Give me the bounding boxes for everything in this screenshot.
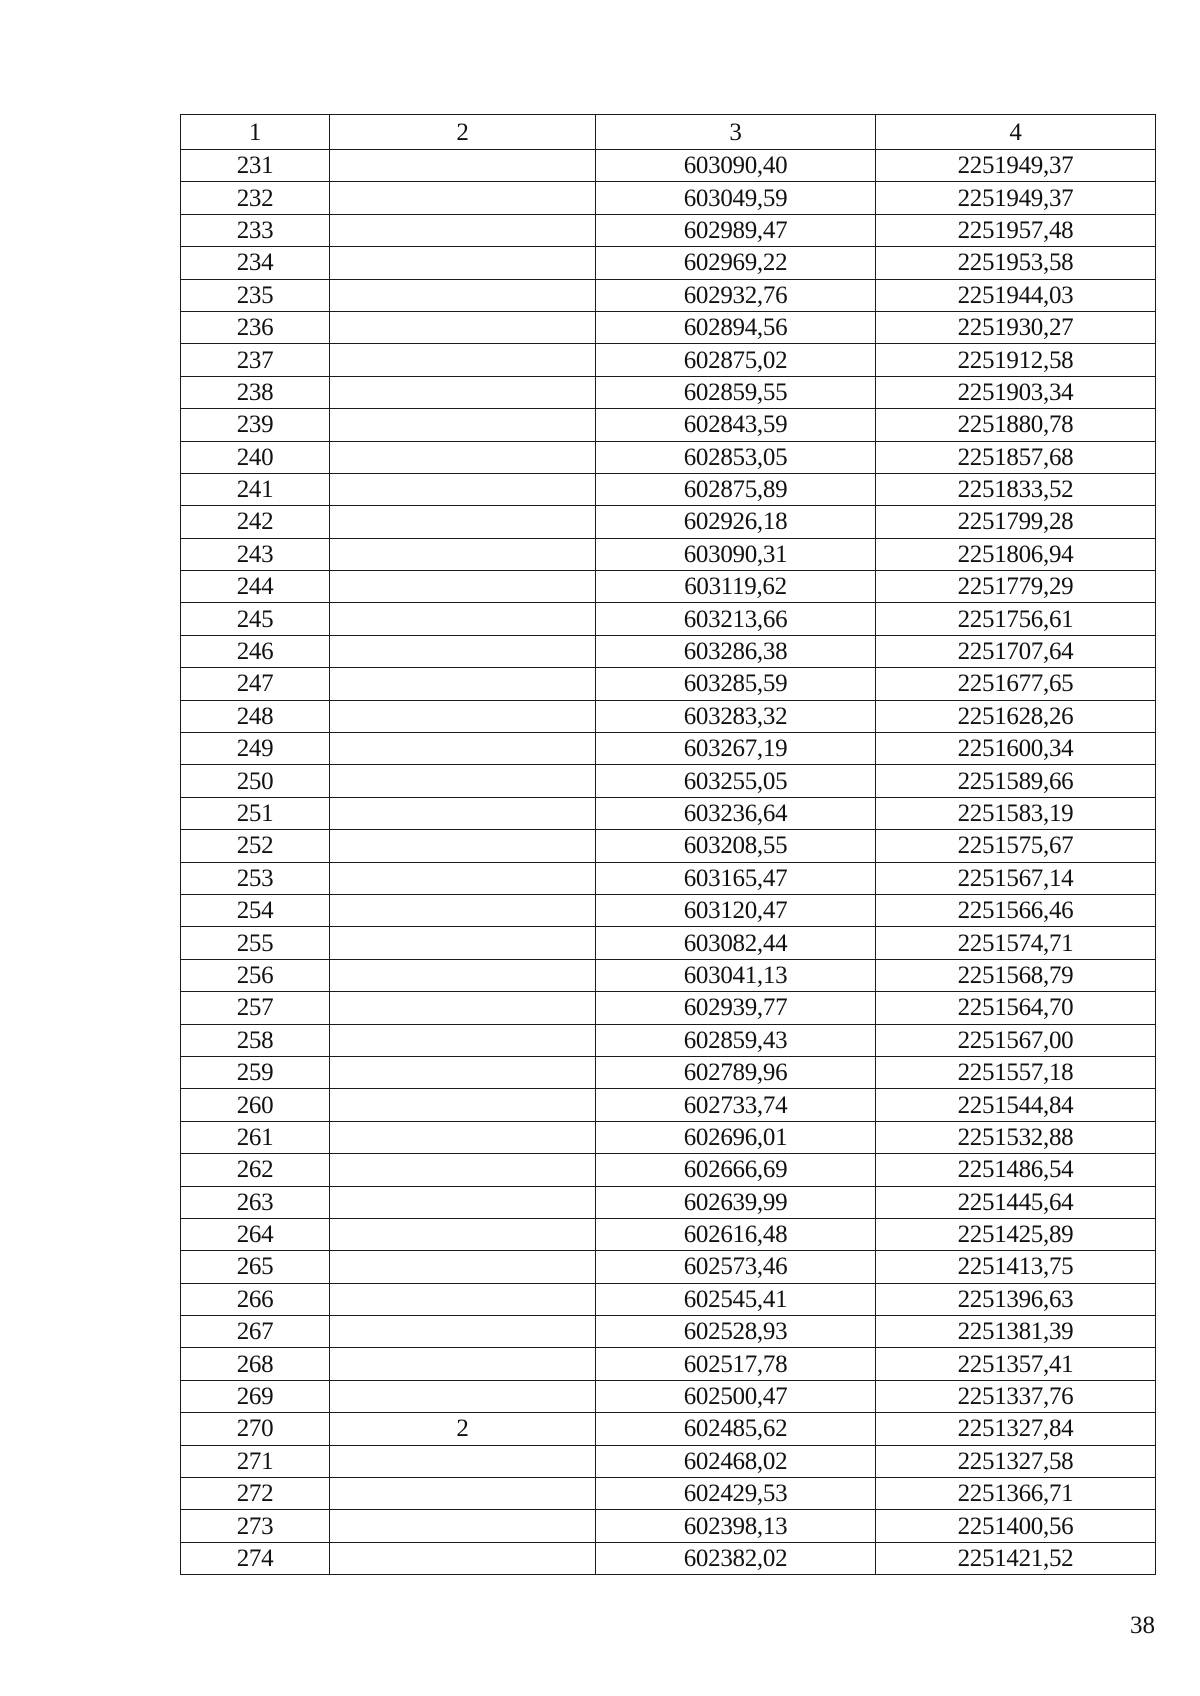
table-row — [181, 247, 1156, 279]
table-cell: 274 — [181, 1542, 330, 1574]
table-cell — [330, 1218, 596, 1250]
column-header: 4 — [876, 115, 1156, 150]
table-cell: 603285,59 — [596, 668, 876, 700]
table-cell — [330, 765, 596, 797]
table-cell: 2251575,67 — [876, 830, 1156, 862]
table-cell: 2251912,58 — [876, 344, 1156, 376]
table-cell: 247 — [181, 668, 330, 700]
table-cell: 602468,02 — [596, 1445, 876, 1477]
table-cell — [330, 1542, 596, 1574]
table-cell: 2251557,18 — [876, 1056, 1156, 1088]
table-cell — [330, 247, 596, 279]
table-cell — [330, 1478, 596, 1510]
table-row — [181, 1510, 1156, 1542]
table-cell: 2251445,64 — [876, 1186, 1156, 1218]
table-cell: 603283,32 — [596, 700, 876, 732]
table-cell: 2251628,26 — [876, 700, 1156, 732]
table-cell: 2251568,79 — [876, 959, 1156, 991]
table-row — [181, 279, 1156, 311]
table-cell — [330, 1056, 596, 1088]
table-row — [181, 1542, 1156, 1574]
table-cell: 2251567,00 — [876, 1024, 1156, 1056]
table-cell: 2251600,34 — [876, 733, 1156, 765]
table-cell: 243 — [181, 538, 330, 570]
table-cell — [330, 214, 596, 246]
table-cell: 2251944,03 — [876, 279, 1156, 311]
table-cell — [330, 1121, 596, 1153]
table-cell: 2251327,84 — [876, 1413, 1156, 1445]
column-header: 3 — [596, 115, 876, 150]
table-cell — [330, 1348, 596, 1380]
table-row — [181, 797, 1156, 829]
table-cell: 603286,38 — [596, 635, 876, 667]
table-cell — [330, 311, 596, 343]
table-row — [181, 830, 1156, 862]
table-cell — [330, 927, 596, 959]
table-cell — [330, 150, 596, 182]
table-cell — [330, 376, 596, 408]
table-row — [181, 150, 1156, 182]
page-number: 38 — [1130, 1612, 1155, 1639]
table-row — [181, 635, 1156, 667]
table-cell: 236 — [181, 311, 330, 343]
table-cell: 603090,31 — [596, 538, 876, 570]
table-cell: 602517,78 — [596, 1348, 876, 1380]
table-cell: 602875,02 — [596, 344, 876, 376]
table-cell: 2251413,75 — [876, 1251, 1156, 1283]
table-cell — [330, 797, 596, 829]
table-cell — [330, 441, 596, 473]
table-row — [181, 1251, 1156, 1283]
table-cell: 2 — [330, 1413, 596, 1445]
table-cell: 2251930,27 — [876, 311, 1156, 343]
table-cell: 264 — [181, 1218, 330, 1250]
table-cell: 603120,47 — [596, 894, 876, 926]
table-cell: 259 — [181, 1056, 330, 1088]
table-cell: 2251357,41 — [876, 1348, 1156, 1380]
table-cell: 245 — [181, 603, 330, 635]
table-cell — [330, 473, 596, 505]
table-row — [181, 1024, 1156, 1056]
table-cell — [330, 344, 596, 376]
table-cell: 602528,93 — [596, 1316, 876, 1348]
table-cell: 254 — [181, 894, 330, 926]
table-cell — [330, 538, 596, 570]
table-row — [181, 409, 1156, 441]
table-cell: 2251574,71 — [876, 927, 1156, 959]
table-cell: 2251949,37 — [876, 182, 1156, 214]
table-cell: 257 — [181, 992, 330, 1024]
table-cell: 2251756,61 — [876, 603, 1156, 635]
table-row — [181, 506, 1156, 538]
table-cell: 263 — [181, 1186, 330, 1218]
table-cell: 602616,48 — [596, 1218, 876, 1250]
table-cell: 2251953,58 — [876, 247, 1156, 279]
table-row — [181, 376, 1156, 408]
table-cell: 603082,44 — [596, 927, 876, 959]
table-cell — [330, 668, 596, 700]
table-row — [181, 1218, 1156, 1250]
table-row — [181, 894, 1156, 926]
table-row — [181, 992, 1156, 1024]
table-cell: 2251806,94 — [876, 538, 1156, 570]
table-cell: 602696,01 — [596, 1121, 876, 1153]
table-cell: 2251707,64 — [876, 635, 1156, 667]
table-cell — [330, 992, 596, 1024]
table-cell: 602398,13 — [596, 1510, 876, 1542]
table-cell: 232 — [181, 182, 330, 214]
table-cell — [330, 830, 596, 862]
table-cell: 2251381,39 — [876, 1316, 1156, 1348]
table-cell: 602926,18 — [596, 506, 876, 538]
table-row — [181, 311, 1156, 343]
table-cell: 602875,89 — [596, 473, 876, 505]
table-cell: 252 — [181, 830, 330, 862]
table-cell: 231 — [181, 150, 330, 182]
table-cell — [330, 1089, 596, 1121]
table-cell: 602382,02 — [596, 1542, 876, 1574]
table-cell — [330, 1283, 596, 1315]
table-row — [181, 927, 1156, 959]
table-cell: 602545,41 — [596, 1283, 876, 1315]
table-cell: 2251564,70 — [876, 992, 1156, 1024]
table-cell: 260 — [181, 1089, 330, 1121]
table-row — [181, 765, 1156, 797]
table-cell: 2251337,76 — [876, 1380, 1156, 1412]
table-row — [181, 344, 1156, 376]
table-cell: 602894,56 — [596, 311, 876, 343]
table-cell — [330, 959, 596, 991]
table-cell: 249 — [181, 733, 330, 765]
table-cell: 244 — [181, 571, 330, 603]
table-cell: 2251677,65 — [876, 668, 1156, 700]
table-cell: 253 — [181, 862, 330, 894]
table-cell: 603208,55 — [596, 830, 876, 862]
table-cell: 256 — [181, 959, 330, 991]
table-cell: 2251396,63 — [876, 1283, 1156, 1315]
table-cell: 602573,46 — [596, 1251, 876, 1283]
table-row — [181, 862, 1156, 894]
table-cell: 269 — [181, 1380, 330, 1412]
table-row — [181, 1056, 1156, 1088]
table-cell: 270 — [181, 1413, 330, 1445]
table-cell: 602859,55 — [596, 376, 876, 408]
table-row — [181, 1121, 1156, 1153]
table-cell: 2251957,48 — [876, 214, 1156, 246]
table-cell: 235 — [181, 279, 330, 311]
table-cell: 602429,53 — [596, 1478, 876, 1510]
table-row — [181, 668, 1156, 700]
table-cell: 258 — [181, 1024, 330, 1056]
table-body — [181, 150, 1156, 1575]
table-cell: 250 — [181, 765, 330, 797]
table-row — [181, 700, 1156, 732]
table-row — [181, 1154, 1156, 1186]
table-row — [181, 1348, 1156, 1380]
table-cell — [330, 506, 596, 538]
table-cell: 602969,22 — [596, 247, 876, 279]
table-row — [181, 473, 1156, 505]
table-cell: 271 — [181, 1445, 330, 1477]
table-cell: 242 — [181, 506, 330, 538]
table-cell: 238 — [181, 376, 330, 408]
table-cell — [330, 1186, 596, 1218]
table-cell: 2251425,89 — [876, 1218, 1156, 1250]
table-row — [181, 538, 1156, 570]
table-cell: 2251799,28 — [876, 506, 1156, 538]
table-row — [181, 1478, 1156, 1510]
table-cell: 2251833,52 — [876, 473, 1156, 505]
table-cell: 602843,59 — [596, 409, 876, 441]
table-cell: 2251400,56 — [876, 1510, 1156, 1542]
table-row — [181, 959, 1156, 991]
table-row — [181, 1283, 1156, 1315]
table-cell: 2251486,54 — [876, 1154, 1156, 1186]
table-cell: 603049,59 — [596, 182, 876, 214]
table-cell: 266 — [181, 1283, 330, 1315]
table-cell — [330, 1251, 596, 1283]
table-cell: 251 — [181, 797, 330, 829]
table-cell: 2251589,66 — [876, 765, 1156, 797]
table-cell — [330, 1510, 596, 1542]
table-cell — [330, 279, 596, 311]
table-cell: 239 — [181, 409, 330, 441]
table-cell: 255 — [181, 927, 330, 959]
table-cell: 246 — [181, 635, 330, 667]
table-cell — [330, 1316, 596, 1348]
table-row — [181, 1413, 1156, 1445]
table-cell: 602485,62 — [596, 1413, 876, 1445]
table-cell — [330, 1380, 596, 1412]
table-cell: 2251566,46 — [876, 894, 1156, 926]
table-cell: 603165,47 — [596, 862, 876, 894]
table-cell: 233 — [181, 214, 330, 246]
table-cell: 2251779,29 — [876, 571, 1156, 603]
table-cell: 602989,47 — [596, 214, 876, 246]
table-cell: 603236,64 — [596, 797, 876, 829]
table-cell — [330, 409, 596, 441]
table-cell: 2251544,84 — [876, 1089, 1156, 1121]
table-row — [181, 182, 1156, 214]
table-cell: 272 — [181, 1478, 330, 1510]
table-cell: 237 — [181, 344, 330, 376]
table-row — [181, 1316, 1156, 1348]
table-row — [181, 441, 1156, 473]
table-cell: 602939,77 — [596, 992, 876, 1024]
table-cell: 2251583,19 — [876, 797, 1156, 829]
table-cell: 602733,74 — [596, 1089, 876, 1121]
table-row — [181, 733, 1156, 765]
table-cell — [330, 571, 596, 603]
table-cell — [330, 733, 596, 765]
table-cell — [330, 182, 596, 214]
table-cell: 2251903,34 — [876, 376, 1156, 408]
table-cell: 602932,76 — [596, 279, 876, 311]
table-cell: 602859,43 — [596, 1024, 876, 1056]
table-cell: 2251366,71 — [876, 1478, 1156, 1510]
table-cell — [330, 635, 596, 667]
table-cell — [330, 1445, 596, 1477]
table-cell — [330, 1024, 596, 1056]
table-cell: 603213,66 — [596, 603, 876, 635]
table-cell: 602500,47 — [596, 1380, 876, 1412]
column-header: 2 — [330, 115, 596, 150]
table-row — [181, 1089, 1156, 1121]
table-cell: 603090,40 — [596, 150, 876, 182]
table-cell: 602789,96 — [596, 1056, 876, 1088]
table-cell: 2251532,88 — [876, 1121, 1156, 1153]
table-cell: 603041,13 — [596, 959, 876, 991]
table-cell: 602853,05 — [596, 441, 876, 473]
table-row — [181, 603, 1156, 635]
table-cell — [330, 1154, 596, 1186]
table-row — [181, 214, 1156, 246]
table-cell: 603267,19 — [596, 733, 876, 765]
table-cell: 234 — [181, 247, 330, 279]
table-row — [181, 1186, 1156, 1218]
table-header-row — [181, 115, 1156, 150]
table-cell: 241 — [181, 473, 330, 505]
table-cell: 2251949,37 — [876, 150, 1156, 182]
table-cell: 2251421,52 — [876, 1542, 1156, 1574]
table-cell — [330, 894, 596, 926]
table-cell: 2251880,78 — [876, 409, 1156, 441]
table-cell: 273 — [181, 1510, 330, 1542]
column-header: 1 — [181, 115, 330, 150]
table-row — [181, 571, 1156, 603]
table-cell: 603255,05 — [596, 765, 876, 797]
table-row — [181, 1445, 1156, 1477]
table-cell: 248 — [181, 700, 330, 732]
table-cell: 261 — [181, 1121, 330, 1153]
coordinates-table — [180, 114, 1156, 1575]
table-cell: 262 — [181, 1154, 330, 1186]
table-cell: 2251327,58 — [876, 1445, 1156, 1477]
table-cell: 267 — [181, 1316, 330, 1348]
table-cell — [330, 862, 596, 894]
table-cell — [330, 603, 596, 635]
table-cell: 2251567,14 — [876, 862, 1156, 894]
table-cell: 240 — [181, 441, 330, 473]
table-cell: 2251857,68 — [876, 441, 1156, 473]
table-cell — [330, 700, 596, 732]
table-cell: 268 — [181, 1348, 330, 1380]
table-row — [181, 1380, 1156, 1412]
table-cell: 265 — [181, 1251, 330, 1283]
table-cell: 602666,69 — [596, 1154, 876, 1186]
table-cell: 603119,62 — [596, 571, 876, 603]
table-cell: 602639,99 — [596, 1186, 876, 1218]
